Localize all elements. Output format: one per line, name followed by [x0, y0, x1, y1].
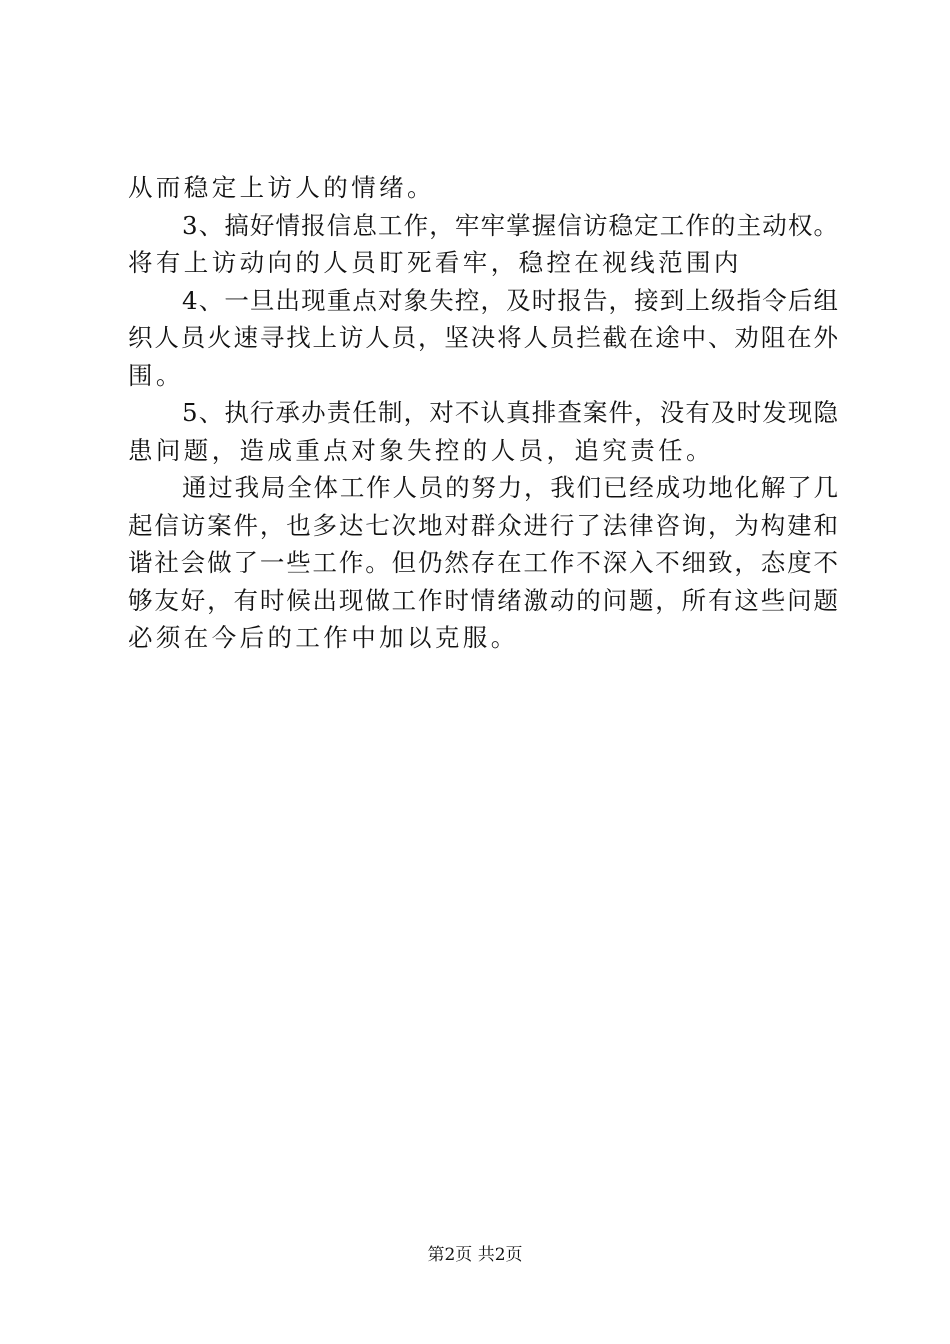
text-line: 通过我局全体工作人员的努力，我们已经成功地化解了几 [182, 473, 838, 502]
text-line: 织人员火速寻找上访人员，坚决将人员拦截在途中、劝阻在外 [128, 323, 838, 352]
text-line: 患问题，造成重点对象失控的人员，追究责任。 [128, 435, 714, 465]
text-line: 将有上访动向的人员盯死看牢，稳控在视线范围内 [128, 248, 742, 277]
page-number-footer: 第2页 共2页 [427, 1245, 523, 1265]
text-line: 从而稳定上访人的情绪。 [128, 173, 435, 202]
text-line: 围。 [128, 360, 184, 390]
text-line: 必须在今后的工作中加以克服。 [128, 623, 519, 652]
text-line: 够友好，有时候出现做工作时情绪激动的问题，所有这些问题 [128, 585, 838, 615]
text-line: 3、搞好情报信息工作，牢牢掌握信访稳定工作的主动权。 [182, 210, 838, 240]
document-body [128, 169, 838, 657]
text-line: 4、一旦出现重点对象失控，及时报告，接到上级指令后组 [182, 285, 838, 315]
text-line: 起信访案件，也多达七次地对群众进行了法律咨询，为构建和 [128, 510, 838, 540]
text-line: 谐社会做了一些工作。但仍然存在工作不深入不细致，态度不 [128, 548, 838, 577]
text-line: 5、执行承办责任制，对不认真排查案件，没有及时发现隐 [182, 398, 838, 427]
